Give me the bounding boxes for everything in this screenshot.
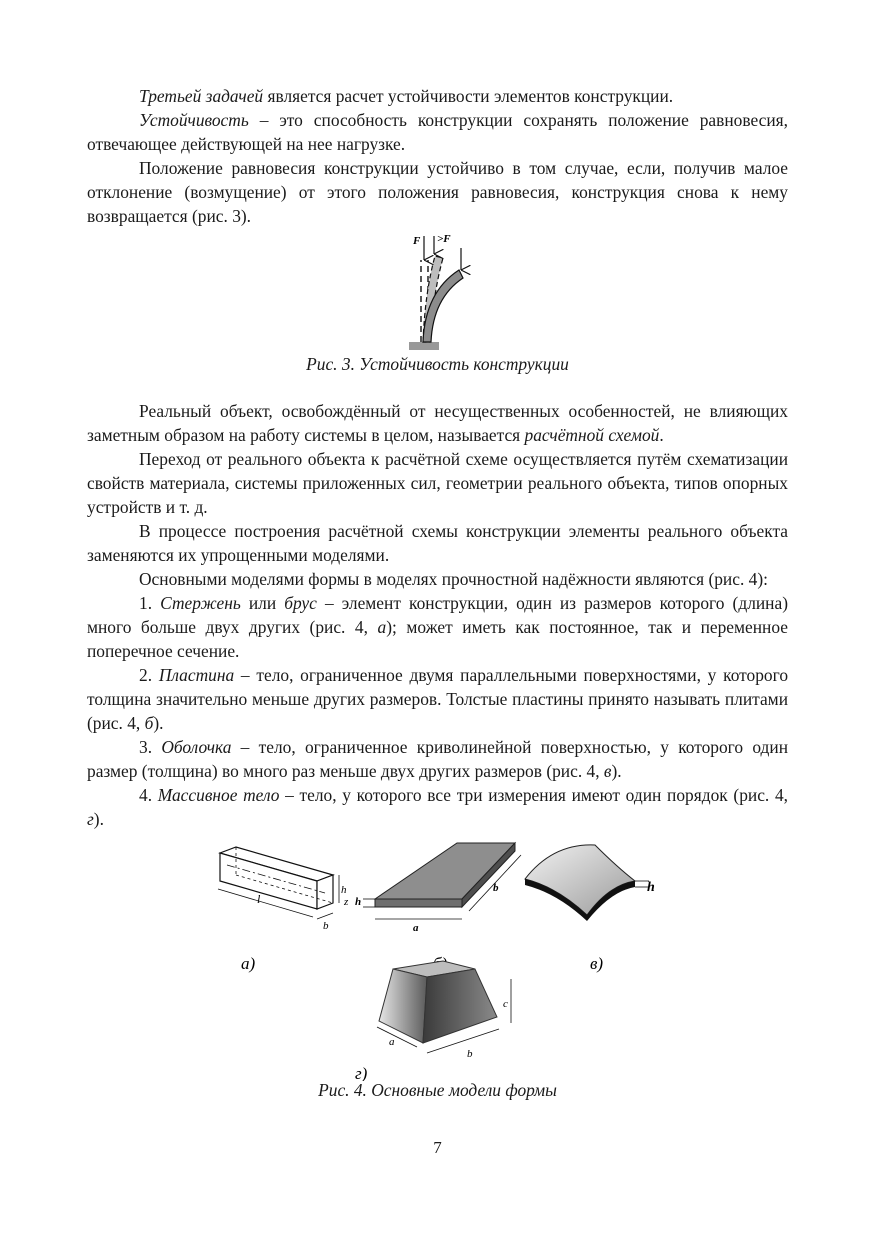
list-item-shell: [87, 735, 788, 783]
text: 1.: [139, 593, 161, 613]
text: Реальный объект, освобождённый от несущественных особенностей, не влияющих заметным образом на работу системы в целом, называется: [87, 401, 788, 445]
text: – тело, у которого все три измерения имеют один порядок (рис. 4,: [279, 785, 789, 805]
dim-a-body: a: [389, 1036, 395, 1048]
list-item-rod: [87, 591, 788, 663]
term-plate: Пластина: [158, 665, 235, 685]
text: 3.: [139, 737, 162, 757]
text: ).: [93, 809, 104, 829]
page-body: [87, 84, 788, 1102]
text: 4.: [139, 785, 158, 805]
ground-hatch: [409, 342, 439, 350]
text: – это способность конструкции сохранять положение равновесия, отвечающее действующей на нее нагрузке.: [87, 110, 788, 154]
label-v: в): [590, 954, 604, 973]
label-a: а): [241, 954, 256, 973]
paragraph-third-task: [87, 84, 788, 108]
paragraph-models: В процессе построения расчётной схемы конструкции элементы реального объекта заменяются их упрощенными моделями.: [87, 521, 788, 565]
figure-3: [87, 232, 788, 354]
dim-b-body: b: [467, 1048, 473, 1060]
text: – тело, ограниченное криволинейной поверхностью, у которого один размер (толщина) во много раз меньше двух других размеров (рис. 4,: [87, 737, 789, 781]
figure-4g-massive-body: [377, 961, 511, 1060]
dim-l: l: [257, 892, 261, 906]
term-design-scheme: расчётной схемой: [524, 425, 660, 445]
label-gt-f: >F: [437, 233, 451, 245]
label-g: г): [355, 1064, 368, 1081]
dim-h-plate: h: [355, 896, 362, 908]
list-item-plate: [87, 663, 788, 735]
dim-b-plate: b: [493, 882, 499, 894]
text: – элемент конструкции, один из размеров которого (длина) много больше двух других (рис. 4,: [87, 593, 788, 637]
paragraph-equilibrium: Положение равновесия конструкции устойчиво в том случае, если, получив малое отклонение (возмущение) от этого положения равновесия, конструкция снова к нему возвращается (рис. 3).: [87, 158, 788, 226]
dim-h-shell: h: [647, 880, 655, 895]
dim-c: c: [503, 998, 508, 1010]
dim-b-bar: b: [323, 920, 329, 932]
text: 2.: [139, 665, 159, 685]
text: является расчет устойчивости элементов конструкции.: [263, 86, 674, 106]
label-f: F: [413, 235, 421, 247]
term-rod: Стержень: [160, 593, 241, 613]
figure-3-caption: Рис. 3. Устойчивость конструкции: [306, 354, 569, 374]
text: ); может иметь как постоянное, так и переменное поперечное сечение.: [87, 617, 788, 661]
figure-4a-bar: [218, 847, 347, 932]
term-shell: Оболочка: [161, 737, 232, 757]
text: ).: [611, 761, 622, 781]
list-item-massive-body: [87, 783, 788, 831]
dim-z: z: [344, 896, 349, 908]
paragraph-transition: Переход от реального объекта к расчётной схеме осуществляется путём схематизации свойств материала, системы приложенных сил, геометрии реального объекта, типов опорных устройств и т. д.: [87, 449, 788, 517]
ref-letter: в: [603, 761, 612, 781]
page-number: 7: [433, 1138, 442, 1157]
figure-4b-plate: [343, 843, 521, 934]
text: ).: [153, 713, 164, 733]
text: – тело, ограниченное двумя параллельными поверхностями, у которого толщина значительно меньше других размеров. Толстые пластины принято называть плитами (рис. 4,: [87, 665, 789, 733]
ref-letter: а: [377, 617, 387, 637]
term-third-task: Третьей задачей: [139, 86, 264, 106]
ref-letter: б: [144, 713, 154, 733]
dim-h-bar: h: [341, 884, 347, 896]
figure-3-drawing: [87, 232, 788, 354]
term-stability: Устойчивость: [139, 110, 249, 130]
dim-a-plate: a: [413, 922, 419, 934]
figure-4-drawing: [87, 841, 788, 1081]
paragraph-main-models: Основными моделями формы в моделях прочностной надёжности являются (рис. 4):: [139, 569, 768, 589]
figure-4-caption: Рис. 4. Основные модели формы: [318, 1080, 557, 1100]
text: .: [659, 425, 664, 445]
ref-letter: г: [87, 809, 94, 829]
paragraph-stability-definition: [87, 108, 788, 156]
term-beam: брус: [284, 593, 317, 613]
paragraph-design-scheme: [87, 399, 788, 447]
text: или: [240, 593, 285, 613]
term-massive-body: Массивное тело: [157, 785, 280, 805]
figure-4: [87, 841, 788, 1081]
figure-4v-shell: [525, 845, 655, 921]
